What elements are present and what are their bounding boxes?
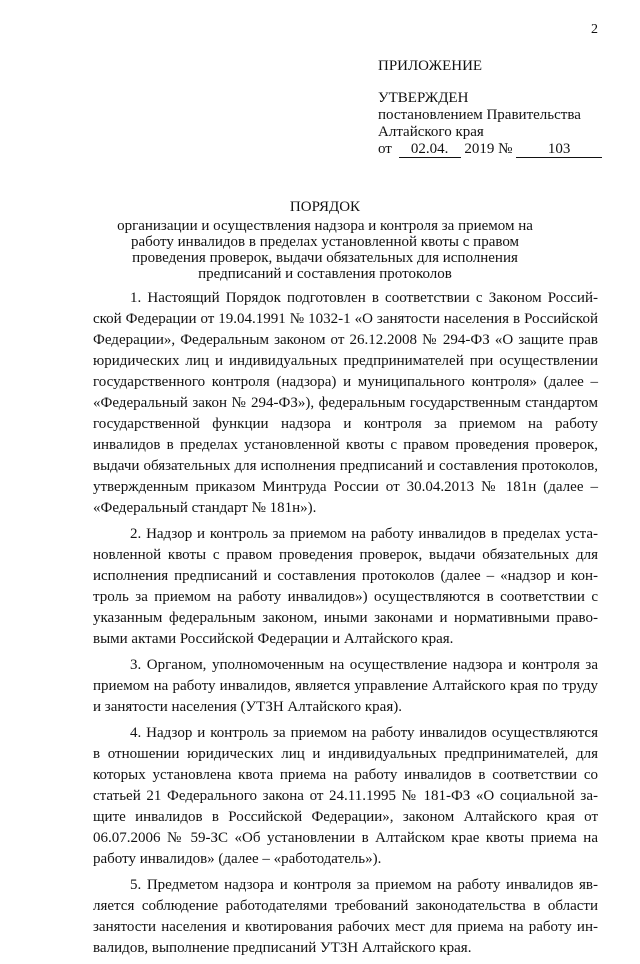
document-title: ПОРЯДОК: [289, 199, 361, 215]
approval-date-line: [378, 141, 628, 158]
paragraph-2: 2. Надзор и контроль за приемом на работу инвалидов в пределах установленной квоты с правом проведения проверок, выдачи обязательных для исполнения предписаний и составления протоколов (далее – «надзор и контроль за приемом на работу инвалидов») осуществляются в соответствии с указанным федеральным законом, иными законами и нормативными правовыми актами Российской Федерации и Алтайского края.: [93, 526, 598, 647]
paragraph-1: 1. Настоящий Порядок подготовлен в соответствии с Законом Российской Федерации от 19.04.1991 № 1032-1 «О занятости населения в Российской Федерации», Федеральным законом от 26.12.2008 № 294-ФЗ «О защите прав юридических лиц и индивидуальных предпринимателей при осуществлении государственного контроля (надзора) и муниципального контроля» (далее – «Федеральный закон № 294-ФЗ»), федеральным государственным стандартом государственной функции надзора и контроля за приемом на работу инвалидов в пределах установленной квоты с правом проведения проверок, выдачи обязательных для исполнения предписаний и составления протоколов, утвержденным приказом Минтруда России от 30.04.2013 № 181н (далее – «Федеральный стандарт № 181н»).: [93, 290, 598, 516]
paragraph-3: 3. Органом, уполномоченным на осуществление надзора и контроля за приемом на работу инвалидов, является управление Алтайского края по труду и занятости населения (УТЗН Алтайского края).: [93, 657, 598, 715]
approved-label: УТВЕРЖДЕН: [378, 90, 469, 106]
paragraph-5: 5. Предметом надзора и контроля за приемом на работу инвалидов является соблюдение работодателями требований законодательства в области занятости населения и квотирования рабочих мест для приема на работу инвалидов, выполнение предписаний УТЗН Алтайского края.: [93, 877, 598, 956]
approved-by-text: постановлением Правительства Алтайского края: [378, 107, 581, 140]
number-sign: №: [498, 141, 513, 157]
document-subtitle: организации и осуществления надзора и контроля за приемом на работу инвалидов в пределах установленной квоты с правом проведения проверок, выдачи обязательных для исполнения предписаний и составления протоколов: [117, 218, 533, 282]
document-heading: [95, 199, 555, 282]
paragraph-4: 4. Надзор и контроль за приемом на работу инвалидов осуществляются в отношении юридических лиц и индивидуальных предпринимателей, для которых установлена квота приема на работу инвалидов в соответствии со статьей 21 Федерального закона от 24.11.1995 № 181-ФЗ «О социальной защите инвалидов в Российской Федерации», законом Алтайского края от 06.07.2006 № 59-ЗС «Об установлении в Алтайском крае квоты приема на работу инвалидов» (далее – «работодатель»).: [93, 725, 598, 867]
appendix-block: [378, 58, 628, 158]
date-year: 2019: [464, 141, 495, 157]
date-value: 02.04.: [399, 142, 461, 158]
document-body: [93, 288, 598, 964]
number-value: 103: [516, 142, 602, 158]
date-prefix: от: [378, 141, 392, 157]
appendix-title: ПРИЛОЖЕНИЕ: [378, 58, 483, 74]
page-number: 2: [591, 22, 598, 37]
